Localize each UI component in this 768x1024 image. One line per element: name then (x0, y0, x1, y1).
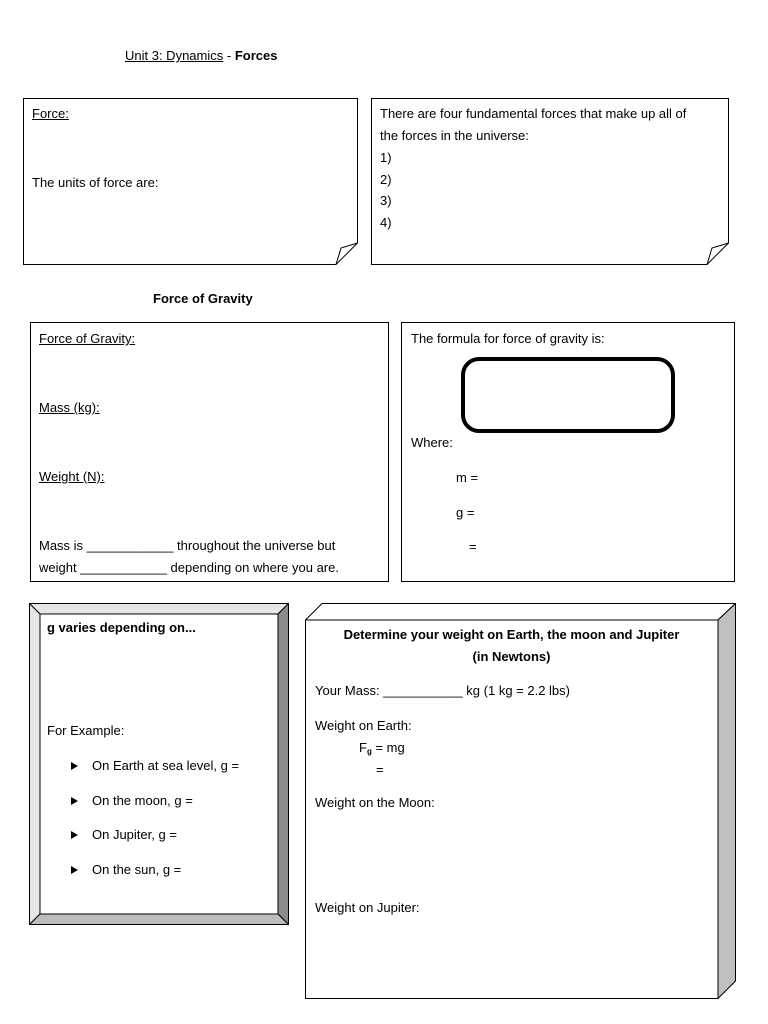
weight-heading: Weight (N): (39, 469, 105, 484)
force-units-label: The units of force are: (32, 175, 159, 190)
force-subscript: g (366, 747, 372, 756)
formula-card (401, 322, 735, 582)
g-varies-card (29, 603, 289, 925)
weight-statement: weight ____________ depending on where you are. (39, 560, 339, 575)
list-item (71, 862, 181, 877)
mass-heading: Mass (kg): (39, 400, 100, 415)
title-separator: - (223, 48, 235, 63)
topic-label: Forces (234, 48, 278, 63)
force-symbol: F (359, 740, 367, 755)
g-varies-heading: g varies depending on... (47, 620, 196, 635)
weight-calculation-card (305, 603, 736, 999)
gravity-heading: Force of Gravity: (39, 331, 136, 346)
formula-answer-box (461, 357, 675, 433)
mass-statement: Mass is ____________ throughout the universe but (39, 538, 336, 553)
formula-title: The formula for force of gravity is: (411, 331, 605, 346)
bullet-arrow-icon (71, 866, 78, 874)
bullet-arrow-icon (71, 831, 78, 839)
g-definition: g = (456, 505, 475, 520)
weight-earth-label: Weight on Earth: (315, 718, 412, 733)
list-item: 2) (380, 172, 392, 187)
earth-equals: = (376, 762, 384, 777)
list-item-text: On Earth at sea level, g = (92, 758, 240, 773)
gravity-definitions-card (30, 322, 389, 582)
weight-task-subtitle: (in Newtons) (472, 649, 551, 664)
fundamental-forces-text-1: There are four fundamental forces that make up all of (380, 106, 687, 121)
where-label: Where: (411, 435, 453, 450)
fundamental-forces-outline (371, 98, 729, 265)
list-item: 1) (380, 150, 392, 165)
force-heading: Force: (32, 106, 69, 121)
list-item (71, 793, 193, 808)
m-definition: m = (456, 470, 479, 485)
fg-equation (359, 740, 405, 756)
force-card (23, 98, 358, 265)
list-item-text: On Jupiter, g = (92, 827, 177, 842)
weight-jupiter-label: Weight on Jupiter: (315, 900, 420, 915)
unit-label: Unit 3: Dynamics (125, 48, 224, 63)
section-title: Force of Gravity (153, 291, 253, 306)
list-item-text: On the moon, g = (92, 793, 193, 808)
list-item: 4) (380, 215, 392, 230)
equals-definition: = (469, 539, 477, 554)
fundamental-forces-text-2: the forces in the universe: (380, 128, 529, 143)
weight-moon-label: Weight on the Moon: (315, 795, 435, 810)
list-item-text: On the sun, g = (92, 862, 182, 877)
list-item (71, 758, 239, 773)
page-title (125, 48, 277, 63)
fundamental-forces-card (371, 98, 729, 265)
equation-rhs: = mg (371, 740, 405, 755)
bullet-arrow-icon (71, 762, 78, 770)
bullet-arrow-icon (71, 797, 78, 805)
weight-task-title: Determine your weight on Earth, the moon and Jupiter (343, 627, 680, 642)
your-mass-line: Your Mass: ___________ kg (1 kg = 2.2 lbs) (315, 683, 570, 698)
list-item: 3) (380, 193, 392, 208)
for-example-label: For Example: (47, 723, 125, 738)
list-item (71, 827, 177, 842)
